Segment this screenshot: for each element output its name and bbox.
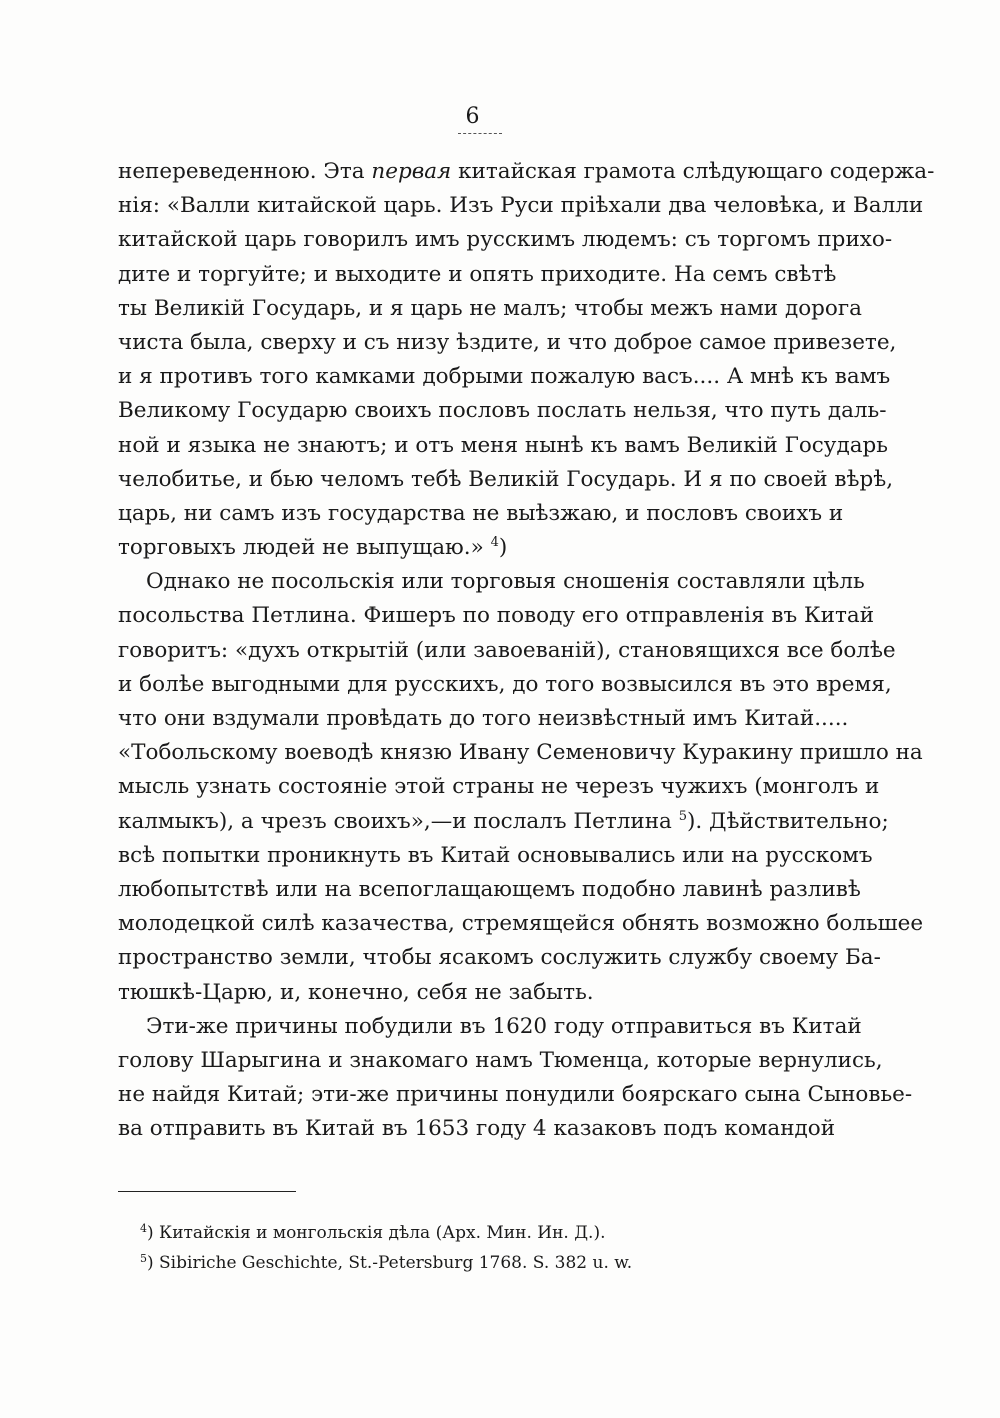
text-line: дите и торгуйте; и выходите и опять приходите. На семъ свѣтѣ	[118, 261, 837, 287]
text-line: и болѣе выгодными для русскихъ, до того возвысился въ это время,	[118, 671, 892, 697]
text-line: ва отправить въ Китай въ 1653 году 4 казаковъ подъ командой	[118, 1116, 836, 1142]
text-line: Эти-же причины побудили въ 1620 году отправиться въ Китай	[146, 1013, 862, 1039]
text-line: голову Шарыгина и знакомаго намъ Тюменца, которые вернулись,	[118, 1047, 883, 1073]
text-line: что они вздумали провѣдать до того неизвѣстный имъ Китай.....	[118, 706, 849, 731]
footnote-4: $^4$) Китайскія и монгольскія дѣла (Арх. Мин. Ин. Д.).	[140, 1222, 606, 1243]
text-line: непереведенною. Эта первая китайская грамота слѣдующаго содержа-	[118, 159, 935, 184]
page-number-underline	[458, 133, 502, 134]
footnote-ref-5: 5	[678, 808, 687, 824]
text-line: любопытствѣ или на всепоглащающемъ подобно лавинѣ разливѣ	[118, 876, 861, 902]
text-line: ной и языка не знаютъ; и отъ меня нынѣ къ вамъ Великій Государь	[118, 432, 888, 458]
footnote-separator	[118, 1191, 296, 1192]
text-line: пространство земли, чтобы ясакомъ сослужить службу своему Ба-	[118, 945, 881, 971]
text-line: посольства Петлина. Фишеръ по поводу его отправленія въ Китай	[118, 603, 875, 629]
footnote-ref-4: 4	[490, 535, 499, 551]
page-number: 6	[465, 104, 480, 129]
text-line: чиста была, сверху и съ низу ѣздите, и что доброе самое привезете,	[118, 329, 897, 355]
text-line: не найдя Китай; эти-же причины понудили боярскаго сына Сыновье-	[118, 1082, 913, 1108]
text-line: нія: «Валли китайской царь. Изъ Руси пріѣхали два человѣка, и Валли	[118, 193, 924, 219]
text-line: калмыкъ), а чрезъ своихъ»,—и послалъ Петлина $^5$). Дѣйствительно;	[118, 808, 889, 834]
footnote-5: $^5$) Sibiriche Geschichte, St.-Petersburg 1768. S. 382 u. w.	[140, 1252, 633, 1273]
text-line: торговыхъ людей не выпущаю.» $^4$)	[118, 535, 508, 561]
text-line: царь, ни самъ изъ государства не выѣзжаю, и пословъ своихъ и	[118, 500, 844, 526]
text-line: говоритъ: «духъ открытій (или завоеваній), становящихся все болѣе	[118, 637, 896, 663]
italic-word: первая	[371, 159, 452, 184]
text-line: всѣ попытки проникнуть въ Китай основывались или на русскомъ	[118, 842, 873, 868]
text-line: тюшкѣ-Царю, и, конечно, себя не забыть.	[118, 979, 594, 1005]
text-line: «Тобольскому воеводѣ князю Ивану Семеновичу Куракину пришло на	[118, 740, 923, 766]
footnotes	[140, 1218, 840, 1278]
body-text	[118, 155, 935, 1146]
text-line: челобитье, и бью челомъ тебѣ Великій Государь. И я по своей вѣрѣ,	[118, 466, 894, 492]
text-line: Однако не посольскія или торговыя сношенія составляли цѣль	[146, 569, 865, 595]
text-line: ты Великій Государь, и я царь не малъ; чтобы межъ нами дорога	[118, 295, 862, 321]
text-line: китайской царь говорилъ имъ русскимъ людемъ: съ торгомъ прихо-	[118, 227, 893, 253]
text-line: и я противъ того камками добрыми пожалую васъ.... А мнѣ къ вамъ	[118, 364, 891, 390]
text-line: мысль узнать состояніе этой страны не черезъ чужихъ (монголъ и	[118, 774, 880, 800]
text-line: Великому Государю своихъ пословъ послать нельзя, что путь даль-	[118, 398, 887, 424]
text-line: молодецкой силѣ казачества, стремящейся обнять возможно большее	[118, 911, 924, 937]
